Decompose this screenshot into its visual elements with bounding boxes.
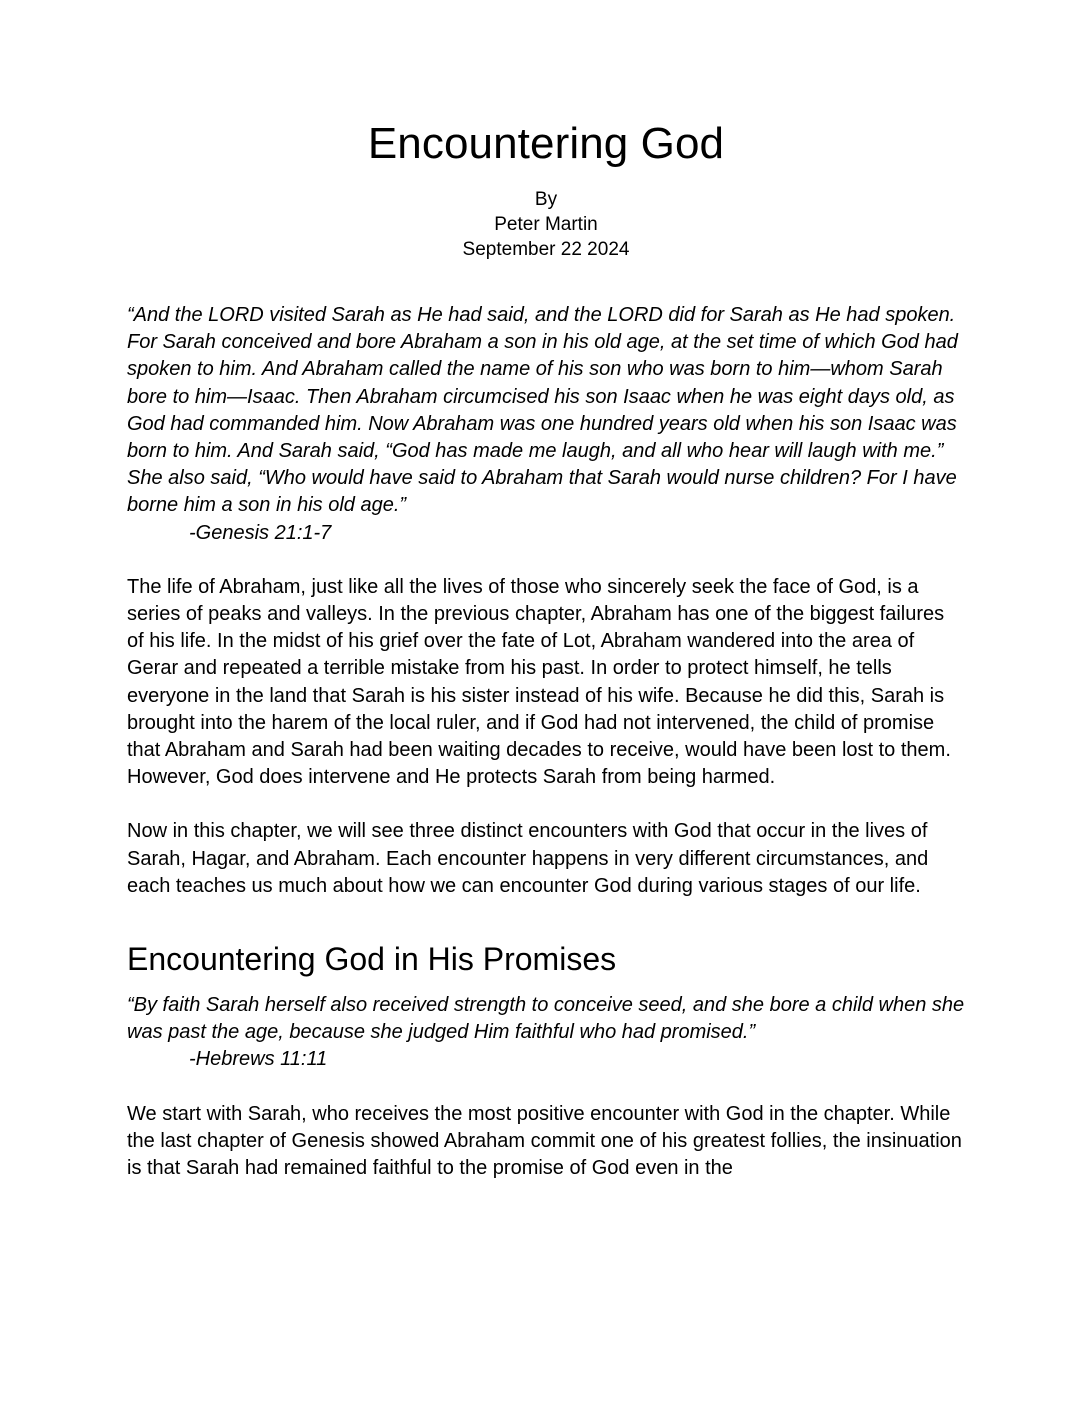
page-title: Encountering God bbox=[367, 119, 725, 168]
spacer bbox=[127, 547, 965, 574]
byline-author: Peter Martin bbox=[494, 214, 598, 235]
byline-by-label: By bbox=[534, 189, 558, 210]
section-scripture-quote: “By faith Sarah herself also received strength to conceive seed, and she bore a child when she was past the age, because she judged Him faithful who had promised.” bbox=[127, 994, 965, 1044]
section-heading-promises: Encountering God in His Promises bbox=[127, 941, 617, 978]
byline-date: September 22 2024 bbox=[462, 239, 630, 260]
section-body-paragraph: We start with Sarah, who receives the most positive encounter with God in the chapter. While the last chapter of Genesis showed Abraham commit one of his greatest follies, the insinuation is that Sarah had remained faithful to the promise of God even in the bbox=[127, 1102, 962, 1180]
section-scripture-citation: -Hebrews 11:11 bbox=[189, 1048, 328, 1071]
byline-block bbox=[127, 170, 965, 262]
opening-scripture-quote: “And the LORD visited Sarah as He had said, and the LORD did for Sarah as He had spoken. For Sarah conceived and bore Abraham a son in his old age, at the set time of which God had spoken to him. And Abraham called the name of his son who was born to him—whom Sarah bore to him—Isaac. Then Abraham circumcised his son Isaac when he was eight days old, as God had commanded him. Now Abraham was one hundred years old when his son Isaac was born to him. And Sarah said, “God has made me laugh, and all who hear will laugh with me.” She also said, “Who would have said to Abraham that Sarah would nurse children? For I have borne him a son in his old age.” bbox=[127, 304, 958, 517]
opening-scripture-citation: -Genesis 21:1-7 bbox=[189, 521, 332, 544]
spacer bbox=[127, 791, 965, 818]
body-paragraph-1: The life of Abraham, just like all the lives of those who sincerely seek the face of God, is a series of peaks and valleys. In the previous chapter, Abraham has one of the biggest failures of his life. In the midst of his grief over the fate of Lot, Abraham wandered into the area of Gerar and repeated a terrible mistake from his past. In order to protect himself, he tells everyone in the land that Sarah is his sister instead of his wife. Because he did this, Sarah is brought into the harem of the local ruler, and if God had not intervened, the child of promise that Abraham and Sarah had been waiting decades to receive, would have been lost to them. However, God does intervene and He protects Sarah from being harmed. bbox=[127, 575, 951, 789]
spacer bbox=[127, 1074, 965, 1101]
body-paragraph-2: Now in this chapter, we will see three distinct encounters with God that occur in the lives of Sarah, Hagar, and Abraham. Each encounter happens in very different circumstances, and each teaches us much about how we can encounter God during various stages of our life. bbox=[127, 820, 929, 897]
